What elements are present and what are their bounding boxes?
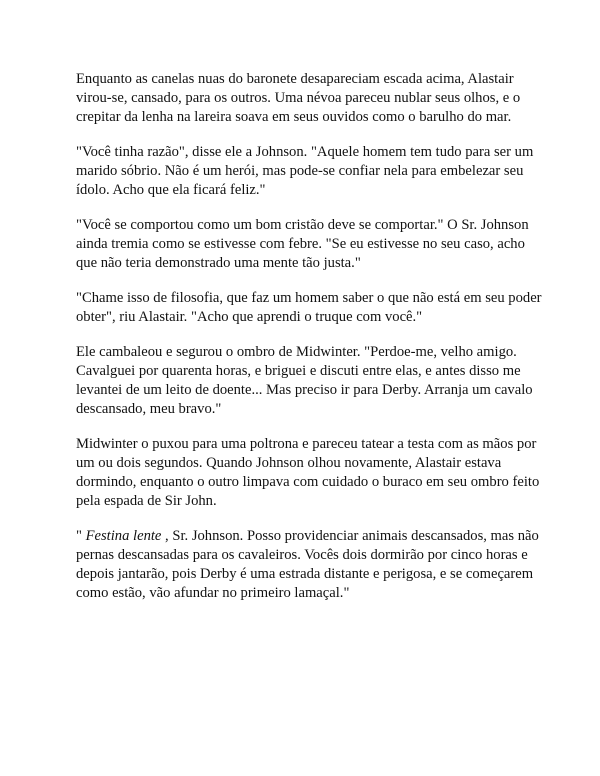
paragraph-7-italic-phrase: Festina lente (85, 528, 162, 544)
paragraph-1: Enquanto as canelas nuas do baronete desapareciam escada acima, Alastair virou-se, cansado, para os outros. Uma névoa pareceu nublar seus olhos, e o crepitar da lenha na lareira soava em seus ouvidos como o barulho do mar. (76, 71, 521, 125)
paragraph-6: Midwinter o puxou para uma poltrona e pareceu tatear a testa com as mãos por um ou dois segundos. Quando Johnson olhou novamente, Alastair estava dormindo, enquanto o outro limpava com cuidado o buraco em seu ombro feito pela espada de Sir John. (76, 436, 540, 509)
paragraph-3: "Você se comportou como um bom cristão deve se comportar." O Sr. Johnson ainda tremia como se estivesse com febre. "Se eu estivesse no seu caso, acho que não teria demonstrado uma mente tão justa." (76, 217, 529, 271)
paragraph-7-body: , Sr. Johnson. Posso providenciar animais descansados, mas não pernas descansadas para os cavaleiros. Vocês dois dormirão por cinco horas e depois jantarão, pois Derby é uma estrada distante e perigosa, e se começarem como estão, vão afundar no primeiro lamaçal." (76, 528, 539, 601)
paragraph-5: Ele cambaleou e segurou o ombro de Midwinter. "Perdoe-me, velho amigo. Cavalguei por quarenta horas, e briguei e discuti entre elas, e antes disso me levantei de um leito de doente... Mas preciso ir para Derby. Arranja um cavalo descansado, meu bravo." (76, 344, 533, 417)
paragraph-2: "Você tinha razão", disse ele a Johnson. "Aquele homem tem tudo para ser um marido sóbrio. Não é um herói, mas pode-se confiar nela para embelezar seu ídolo. Acho que ela ficará feliz." (76, 144, 534, 198)
paragraph-7 (76, 527, 544, 603)
paragraph-4: "Chame isso de filosofia, que faz um homem saber o que não está em seu poder obter", riu Alastair. "Acho que aprendi o truque com você." (76, 290, 542, 325)
document-page (76, 70, 544, 619)
paragraph-7-open-quote: " (76, 528, 86, 544)
